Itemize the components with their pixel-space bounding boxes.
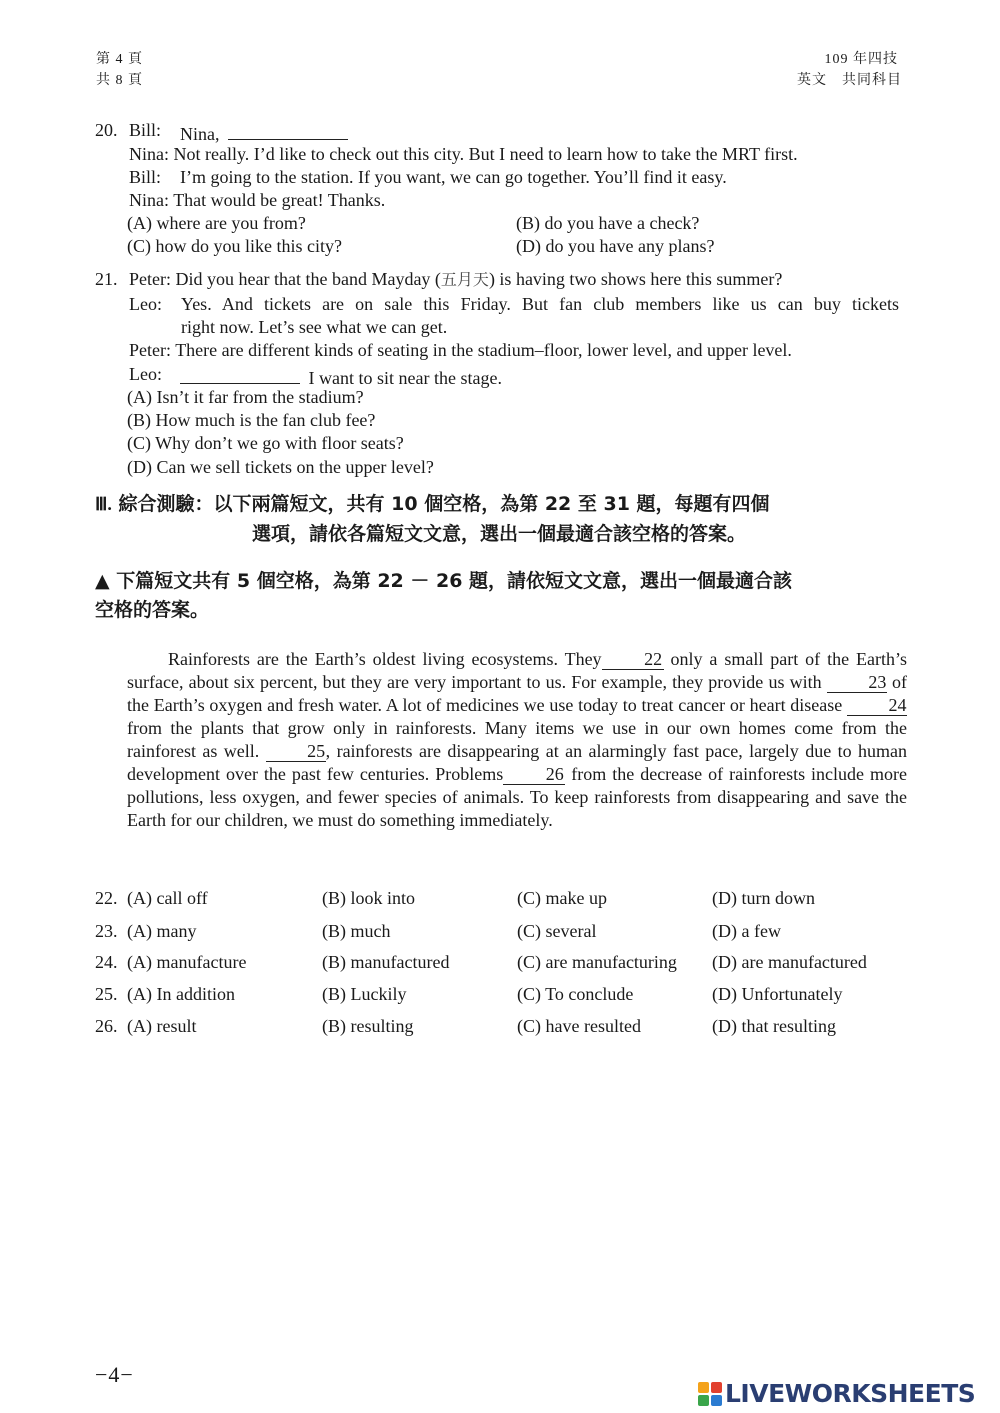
question-row-26 bbox=[95, 1015, 915, 1038]
passage-blank-23[interactable]: 23 bbox=[827, 673, 887, 693]
dialogue-line: Yes. And tickets are on sale this Friday. But fan club members like us can buy tickets bbox=[181, 294, 899, 314]
dialogue-line: That would be great! Thanks. bbox=[173, 190, 386, 210]
option-c[interactable]: (C) To conclude bbox=[517, 984, 634, 1004]
question-row-22 bbox=[95, 887, 915, 910]
dialogue-line: Nina, bbox=[180, 124, 220, 144]
passage-blank-26[interactable]: 26 bbox=[503, 765, 565, 785]
speaker-peter: Peter: bbox=[129, 340, 171, 360]
option-a[interactable]: (A) many bbox=[127, 921, 197, 941]
subsection-heading bbox=[95, 566, 792, 593]
option-d[interactable]: (D) Unfortunately bbox=[712, 984, 843, 1004]
band-name-chinese: 五月天 bbox=[440, 270, 489, 289]
option-b[interactable]: (B) How much is the fan club fee? bbox=[127, 410, 376, 430]
dialogue-line: Not really. I’d like to check out this city. But I need to learn how to take the MRT first. bbox=[173, 144, 798, 164]
dialogue-line: I’m going to the station. If you want, we can go together. You’ll find it easy. bbox=[180, 167, 727, 187]
option-d[interactable]: (D) Can we sell tickets on the upper level? bbox=[127, 457, 434, 477]
speaker-leo: Leo: bbox=[129, 364, 162, 384]
option-c[interactable]: (C) how do you like this city? bbox=[127, 236, 342, 256]
option-d[interactable]: (D) that resulting bbox=[712, 1016, 836, 1036]
passage-text: Rainforests are the Earth’s oldest living ecosystems. They bbox=[168, 649, 602, 669]
liveworksheets-logo-icon bbox=[698, 1382, 722, 1406]
page-footer-number: −4− bbox=[95, 1362, 134, 1387]
passage-blank-22[interactable]: 22 bbox=[602, 650, 664, 670]
section-instructions-line-2: 選項，請依各篇短文文意，選出一個最適合該空格的答案。 bbox=[252, 523, 747, 545]
option-b[interactable]: (B) resulting bbox=[322, 1016, 414, 1036]
speaker-leo: Leo: bbox=[129, 294, 162, 314]
section-roman-numeral: Ⅲ. bbox=[95, 494, 112, 514]
header-total-pages: 共 8 頁 bbox=[96, 73, 143, 88]
option-b[interactable]: (B) Luckily bbox=[322, 984, 407, 1004]
option-a[interactable]: (A) where are you from? bbox=[127, 213, 306, 233]
question-row-23 bbox=[95, 920, 915, 943]
subsection-instructions-line-1: 下篇短文共有 5 個空格，為第 22 － 26 題，請依短文文意，選出一個最適合該 bbox=[116, 570, 793, 592]
option-a[interactable]: (A) result bbox=[127, 1016, 197, 1036]
option-a[interactable]: (A) manufacture bbox=[127, 952, 247, 972]
question-number: 24. bbox=[95, 952, 118, 972]
dialogue-line: I want to sit near the stage. bbox=[308, 368, 502, 388]
option-c[interactable]: (C) are manufacturing bbox=[517, 952, 677, 972]
option-d[interactable]: (D) turn down bbox=[712, 888, 815, 908]
option-a[interactable]: (A) Isn’t it far from the stadium? bbox=[127, 387, 364, 407]
dialogue-line: Did you hear that the band Mayday ( bbox=[175, 269, 441, 289]
option-c[interactable]: (C) have resulted bbox=[517, 1016, 641, 1036]
header-exam-year: 109 年四技 bbox=[824, 52, 898, 67]
dialogue-line: right now. Let’s see what we can get. bbox=[181, 317, 448, 337]
question-row-24 bbox=[95, 951, 915, 974]
question-number: 22. bbox=[95, 888, 118, 908]
answer-blank-21[interactable] bbox=[180, 363, 300, 384]
header-page-number: 第 4 頁 bbox=[96, 52, 143, 67]
dialogue-line: There are different kinds of seating in the stadium–floor, lower level, and upper level. bbox=[175, 340, 792, 360]
option-d[interactable]: (D) a few bbox=[712, 921, 781, 941]
speaker-peter: Peter: bbox=[129, 269, 171, 289]
option-b[interactable]: (B) manufactured bbox=[322, 952, 450, 972]
passage-text: only a small part of the Earth’s surface, about six percent, but they are very important to us. For example, they provide us with bbox=[127, 649, 907, 692]
speaker-bill: Bill: bbox=[129, 120, 162, 140]
option-c[interactable]: (C) Why don’t we go with floor seats? bbox=[127, 433, 404, 453]
option-b[interactable]: (B) much bbox=[322, 921, 391, 941]
option-c[interactable]: (C) make up bbox=[517, 888, 607, 908]
speaker-nina: Nina: bbox=[129, 190, 169, 210]
option-a[interactable]: (A) In addition bbox=[127, 984, 235, 1004]
option-d[interactable]: (D) are manufactured bbox=[712, 952, 867, 972]
header-subject: 英文 共同科目 bbox=[797, 73, 902, 88]
option-b[interactable]: (B) look into bbox=[322, 888, 415, 908]
subsection-instructions-line-2: 空格的答案。 bbox=[95, 599, 210, 621]
passage-text: from the decrease of rainforests include more pollutions, less oxygen, and fewer species of animals. To keep rainforests from disappearing and save the Earth for our children, we must do something immediately. bbox=[127, 764, 907, 830]
section-instructions-line-1: 綜合測驗：以下兩篇短文，共有 10 個空格，為第 22 至 31 題，每題有四個 bbox=[118, 493, 770, 515]
passage-text: from the plants that grow only in rainforests. Many items we use in our own homes come from the rainforest as well. bbox=[127, 718, 907, 761]
question-number: 20. bbox=[95, 120, 118, 140]
option-d[interactable]: (D) do you have any plans? bbox=[516, 236, 715, 256]
speaker-bill: Bill: bbox=[129, 167, 162, 187]
option-b[interactable]: (B) do you have a check? bbox=[516, 213, 700, 233]
option-c[interactable]: (C) several bbox=[517, 921, 597, 941]
speaker-nina: Nina: bbox=[129, 144, 169, 164]
question-row-25 bbox=[95, 983, 915, 1006]
question-number: 26. bbox=[95, 1016, 118, 1036]
reading-passage bbox=[127, 648, 907, 832]
question-number: 25. bbox=[95, 984, 118, 1004]
passage-text: of the Earth’s oxygen and fresh water. A lot of medicines we use today to treat cancer or heart disease bbox=[127, 672, 908, 715]
passage-text: , rainforests are disappearing at an alarmingly fast pace, largely due to human development over the past few centuries. Problems bbox=[127, 741, 907, 784]
dialogue-line: ) is having two shows here this summer? bbox=[488, 269, 783, 289]
passage-blank-25[interactable]: 25 bbox=[266, 742, 326, 762]
question-number: 23. bbox=[95, 921, 118, 941]
question-number: 21. bbox=[95, 269, 118, 289]
answer-blank-20[interactable] bbox=[228, 119, 348, 140]
triangle-marker-icon: ▲ bbox=[95, 570, 110, 592]
section-heading bbox=[95, 489, 770, 516]
option-a[interactable]: (A) call off bbox=[127, 888, 208, 908]
liveworksheets-logo-text: LIVEWORKSHEETS bbox=[725, 1379, 976, 1408]
passage-blank-24[interactable]: 24 bbox=[847, 696, 907, 716]
